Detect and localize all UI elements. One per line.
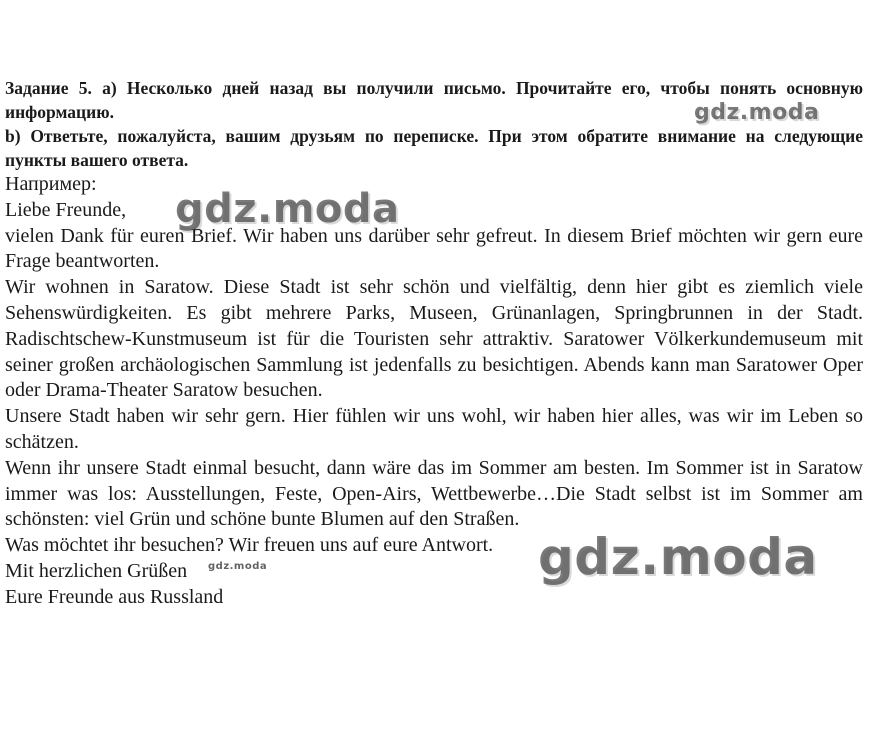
example-label: Например: [5,173,97,195]
letter-closing: Mit herzlichen Grüßen [5,559,188,582]
task-part-a: Задание 5. а) Несколько дней назад вы получили письмо. Прочитайте его, чтобы понять основную информацию. [5,78,863,122]
letter-paragraph: vielen Dank für euren Brief. Wir haben uns darüber sehr gefreut. In diesem Brief möchten wir gern eure Frage beantworten. [5,224,863,273]
watermark-middle: gdz.moda [175,186,400,232]
letter-paragraph: Wir wohnen in Saratow. Diese Stadt ist sehr schön und vielfältig, denn hier gibt es ziemlich viele Sehenswürdigkeiten. Es gibt mehrere Parks, Museen, Grünanlagen, Springbrunnen in der Stadt. Radischtschew-Kunstmuseum ist für die Touristen sehr attraktiv. Saratower Völkerkundemuseum mit seiner großen archäologischen Sammlung ist jedenfalls zu besichtigen. Abends kann man Saratower Oper oder Drama-Theater Saratow besuchen. [5,276,863,402]
letter-paragraph: Wenn ihr unsere Stadt einmal besucht, dann wäre das im Sommer am besten. Im Sommer ist in Saratow immer was los: Ausstellungen, Feste, Open-Airs, Wettbewerbe…Die Stadt selbst ist im Sommer am schönsten: viel Grün und schöne bunte Blumen auf den Straßen. [5,456,863,531]
letter-signature: Eure Freunde aus Russland [5,585,224,608]
watermark-small: gdz.moda [208,561,268,572]
watermark-top: gdz.moda [694,100,820,125]
watermark-large: gdz.moda [538,528,818,586]
letter-paragraph: Unsere Stadt haben wir sehr gern. Hier fühlen wir uns wohl, wir haben hier alles, was wir im Leben so schätzen. [5,405,863,453]
letter-paragraph: Was möchtet ihr besuchen? Wir freuen uns auf eure Antwort. [5,534,494,557]
letter-greeting: Liebe Freunde, [5,198,127,221]
task-part-b: b) Ответьте, пожалуйста, вашим друзьям по переписке. При этом обратите внимание на следующие пункты вашего ответа. [5,126,863,170]
